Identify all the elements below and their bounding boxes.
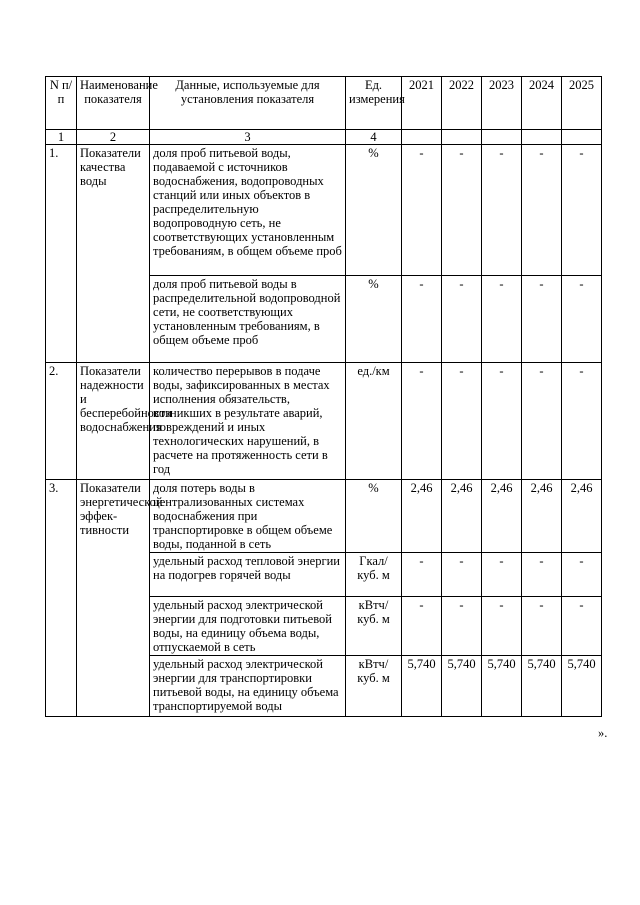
- row-value: -: [482, 597, 522, 656]
- row-value: -: [482, 276, 522, 363]
- row-value: 5,740: [522, 656, 562, 717]
- index-cell-empty: [442, 130, 482, 145]
- row-desc: доля проб питьевой воды в распределительной водопроводной сети, не соответствующих установленным требованиям, в общем объеме проб: [150, 276, 346, 363]
- row-value: -: [522, 276, 562, 363]
- indicators-table: [45, 76, 602, 717]
- row-unit: кВтч/ куб. м: [346, 597, 402, 656]
- row-value: -: [562, 145, 602, 276]
- header-year: 2021: [402, 77, 442, 130]
- row-value: -: [522, 145, 562, 276]
- table-row: [46, 363, 602, 480]
- index-row: [46, 130, 602, 145]
- row-value: 2,46: [482, 480, 522, 553]
- row-value: -: [562, 276, 602, 363]
- row-value: 5,740: [442, 656, 482, 717]
- header-year: 2024: [522, 77, 562, 130]
- group-name: Показатели энергетической эффек-тивности: [77, 480, 150, 717]
- row-desc: количество перерывов в подаче воды, зафиксированных в местах исполнения обязательств, возникших в результате аварий, повреждений и иных технологических нарушений, в расчете на протяженность сети в год: [150, 363, 346, 480]
- row-unit: %: [346, 145, 402, 276]
- row-desc: удельный расход тепловой энергии на подогрев горячей воды: [150, 553, 346, 597]
- row-unit: %: [346, 480, 402, 553]
- index-cell: 2: [77, 130, 150, 145]
- header-unit: Ед. измерения: [346, 77, 402, 130]
- group-num: 1.: [46, 145, 77, 363]
- header-num: N п/п: [46, 77, 77, 130]
- row-value: -: [482, 553, 522, 597]
- row-value: -: [442, 145, 482, 276]
- closing-quote: ».: [598, 726, 608, 740]
- index-cell-empty: [482, 130, 522, 145]
- row-value: 5,740: [402, 656, 442, 717]
- header-name: Наименование показателя: [77, 77, 150, 130]
- row-value: 2,46: [402, 480, 442, 553]
- row-desc: доля потерь воды в централизованных системах водоснабжения при транспортировке в общем объеме воды, поданной в сеть: [150, 480, 346, 553]
- row-value: -: [562, 553, 602, 597]
- row-value: -: [442, 363, 482, 480]
- table-row: [46, 480, 602, 553]
- group-num: 3.: [46, 480, 77, 717]
- row-value: -: [522, 553, 562, 597]
- group-name: Показатели надежности и бесперебойности водоснабжения: [77, 363, 150, 480]
- group-num: 2.: [46, 363, 77, 480]
- header-year: 2025: [562, 77, 602, 130]
- row-value: -: [402, 276, 442, 363]
- index-cell-empty: [402, 130, 442, 145]
- row-unit: кВтч/ куб. м: [346, 656, 402, 717]
- row-value: -: [402, 145, 442, 276]
- row-value: 5,740: [482, 656, 522, 717]
- header-year: 2022: [442, 77, 482, 130]
- row-value: 2,46: [562, 480, 602, 553]
- row-desc: доля проб питьевой воды, подаваемой с источников водоснабжения, водопроводных станций или иных объектов в распределительную водопроводную сеть, не соответствующих установленным требованиям, в общем объеме проб: [150, 145, 346, 276]
- row-value: -: [522, 597, 562, 656]
- index-cell: 4: [346, 130, 402, 145]
- header-data: Данные, используемые для установления показателя: [150, 77, 346, 130]
- index-cell-empty: [522, 130, 562, 145]
- row-unit: Гкал/ куб. м: [346, 553, 402, 597]
- index-cell: 3: [150, 130, 346, 145]
- index-cell-empty: [562, 130, 602, 145]
- row-value: 2,46: [522, 480, 562, 553]
- row-value: -: [442, 597, 482, 656]
- row-value: 5,740: [562, 656, 602, 717]
- row-value: 2,46: [442, 480, 482, 553]
- row-value: -: [402, 363, 442, 480]
- row-value: -: [402, 597, 442, 656]
- header-row: [46, 77, 602, 130]
- row-value: -: [482, 145, 522, 276]
- table-row: [46, 145, 602, 276]
- row-value: -: [522, 363, 562, 480]
- row-unit: %: [346, 276, 402, 363]
- index-cell: 1: [46, 130, 77, 145]
- row-desc: удельный расход электрической энергии для подготовки питьевой воды, на единицу объема воды, отпускаемой в сеть: [150, 597, 346, 656]
- row-value: -: [482, 363, 522, 480]
- row-value: -: [402, 553, 442, 597]
- group-name: Показатели качества воды: [77, 145, 150, 363]
- row-value: -: [562, 597, 602, 656]
- row-value: -: [442, 276, 482, 363]
- row-value: -: [442, 553, 482, 597]
- row-unit: ед./км: [346, 363, 402, 480]
- row-desc: удельный расход электрической энергии для транспортировки питьевой воды, на единицу объема транспортируемой воды: [150, 656, 346, 717]
- header-year: 2023: [482, 77, 522, 130]
- row-value: -: [562, 363, 602, 480]
